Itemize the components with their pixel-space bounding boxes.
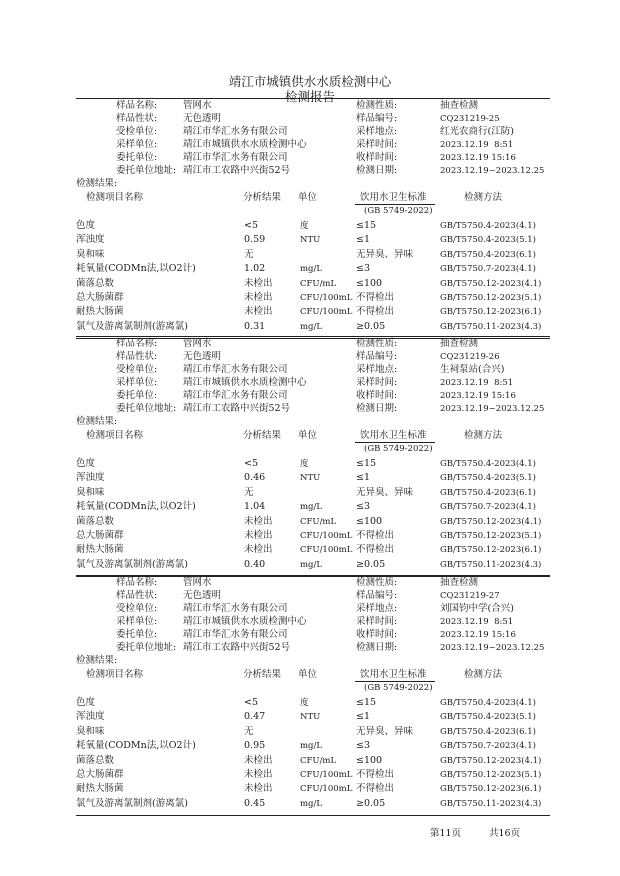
row-result: 0.31 <box>244 320 266 332</box>
row-item: 耗氧量(CODMn法,以O2计) <box>76 501 196 513</box>
row-method: GB/T5750.7-2023(4.1) <box>440 502 536 513</box>
header-item: 检测项目名称 <box>86 192 144 203</box>
header-standard: 饮用水卫生标准 <box>360 430 427 441</box>
standard-underline <box>355 681 435 682</box>
header-result: 分析结果 <box>243 430 282 441</box>
page-total: 共16页 <box>489 828 521 839</box>
row-unit: mg/L <box>300 741 323 752</box>
label-entrusted-unit: 受检单位: <box>116 364 158 375</box>
label-sample-no: 样品编号: <box>356 351 398 362</box>
row-unit: 度 <box>300 459 309 469</box>
report-block <box>0 98 620 348</box>
top-rule <box>76 98 550 99</box>
header-method: 检测方法 <box>464 430 503 441</box>
row-method: GB/T5750.4-2023(6.1) <box>440 726 536 737</box>
row-result: 0.40 <box>244 558 266 570</box>
row-method: GB/T5750.12-2023(5.1) <box>440 293 542 303</box>
header-standard-gb: (GB 5749-2022) <box>364 444 433 454</box>
row-item: 耗氧量(CODMn法,以O2计) <box>76 263 196 275</box>
label-entrusted-unit: 受检单位: <box>116 603 158 614</box>
row-method: GB/T5750.12-2023(5.1) <box>440 770 542 780</box>
label-sampling-site: 采样地点: <box>356 364 398 375</box>
label-test-nature: 检测性质: <box>356 577 398 588</box>
row-standard: ≤100 <box>356 277 383 289</box>
page-number: 第11页 <box>430 828 462 839</box>
row-unit: CFU/100mL <box>300 307 353 318</box>
row-unit: CFU/100mL <box>300 784 353 795</box>
standard-underline <box>355 442 435 443</box>
test-nature: 抽查检测 <box>440 338 479 349</box>
row-item: 色度 <box>76 220 96 231</box>
row-result: 未检出 <box>244 277 273 289</box>
row-item: 总大肠菌群 <box>76 530 124 541</box>
sample-no: CQ231219-26 <box>440 352 500 362</box>
row-method: GB/T5750.12-2023(4.1) <box>440 755 542 766</box>
label-sampling-unit: 采样单位: <box>116 377 158 388</box>
header-standard: 饮用水卫生标准 <box>360 192 427 203</box>
header-result: 分析结果 <box>243 669 282 680</box>
label-entrusted-unit: 受检单位: <box>116 126 158 137</box>
row-standard: 无异臭、异味 <box>356 486 414 498</box>
row-item: 菌落总数 <box>76 754 115 766</box>
client-address: 靖江市工农路中兴街52号 <box>183 165 291 176</box>
row-item: 氯气及游离氯制剂(游离氯) <box>76 320 188 332</box>
row-result: 未检出 <box>244 754 273 766</box>
row-standard: ≤3 <box>356 501 371 513</box>
sampling-site: 红光农商行(江防) <box>440 126 514 137</box>
top-rule <box>76 336 550 337</box>
row-unit: NTU <box>300 473 321 484</box>
entrusted-unit: 靖江市华汇水务有限公司 <box>183 126 288 137</box>
label-sample-no: 样品编号: <box>356 590 398 601</box>
sample-character: 无色透明 <box>183 113 222 124</box>
row-unit: 度 <box>300 221 309 231</box>
row-method: GB/T5750.11-2023(4.3) <box>440 321 542 332</box>
row-standard: 不得检出 <box>356 530 395 541</box>
receive-time: 2023.12.19 15:16 <box>440 630 516 640</box>
label-sampling-site: 采样地点: <box>356 126 398 137</box>
row-item: 耐热大肠菌 <box>76 306 124 318</box>
row-unit: mg/L <box>300 559 323 570</box>
row-unit: CFU/100mL <box>300 770 353 780</box>
row-result: <5 <box>244 458 259 469</box>
sampling-site: 刘国钧中学(合兴) <box>440 603 514 614</box>
test-nature: 抽查检测 <box>440 577 479 588</box>
row-unit: CFU/100mL <box>300 531 353 541</box>
label-sampling-unit: 采样单位: <box>116 616 158 627</box>
header-method: 检测方法 <box>464 669 503 680</box>
row-standard: ≥0.05 <box>356 320 386 332</box>
top-rule <box>76 575 550 576</box>
row-item: 总大肠菌群 <box>76 769 124 780</box>
report-subtitle: 检测报告 <box>284 89 335 104</box>
sampling-unit: 靖江市城镇供水水质检测中心 <box>183 616 307 627</box>
header-standard-gb: (GB 5749-2022) <box>364 206 433 216</box>
row-result: 未检出 <box>244 530 273 541</box>
row-standard: 不得检出 <box>356 783 395 795</box>
row-item: 浑浊度 <box>76 472 105 484</box>
row-method: GB/T5750.11-2023(4.3) <box>440 559 542 570</box>
label-test-nature: 检测性质: <box>356 338 398 349</box>
row-method: GB/T5750.4-2023(4.1) <box>440 698 536 708</box>
row-method: GB/T5750.12-2023(6.1) <box>440 784 542 795</box>
label-client-address: 委托单位地址: <box>116 403 177 414</box>
sampling-site: 生祠泵站(合兴) <box>440 364 505 375</box>
row-unit: CFU/100mL <box>300 545 353 556</box>
row-result: 0.95 <box>244 740 266 752</box>
row-result: 未检出 <box>244 783 273 795</box>
row-method: GB/T5750.4-2023(5.1) <box>440 235 536 246</box>
label-sampling-time: 采样时间: <box>356 377 398 388</box>
row-standard: ≤3 <box>356 263 371 275</box>
results-heading: 检测结果: <box>76 178 118 189</box>
report-org-title: 靖江市城镇供水水质检测中心 <box>228 74 392 89</box>
label-sampling-time: 采样时间: <box>356 616 398 627</box>
row-item: 氯气及游离氯制剂(游离氯) <box>76 797 188 809</box>
test-date: 2023.12.19~2023.12.25 <box>440 166 545 176</box>
row-method: GB/T5750.4-2023(5.1) <box>440 473 536 484</box>
row-method: GB/T5750.11-2023(4.3) <box>440 798 542 809</box>
test-nature: 抽查检测 <box>440 100 479 111</box>
row-standard: 不得检出 <box>356 306 395 318</box>
row-item: 色度 <box>76 458 96 469</box>
sample-no: CQ231219-25 <box>440 114 500 124</box>
test-date: 2023.12.19~2023.12.25 <box>440 404 545 414</box>
row-item: 臭和味 <box>76 248 105 260</box>
row-result: 未检出 <box>244 544 273 556</box>
row-result: 未检出 <box>244 769 273 780</box>
header-standard-gb: (GB 5749-2022) <box>364 683 433 693</box>
row-standard: ≤3 <box>356 740 371 752</box>
client-unit: 靖江市华汇水务有限公司 <box>183 629 288 640</box>
label-test-date: 检测日期: <box>356 403 398 414</box>
row-method: GB/T5750.4-2023(6.1) <box>440 487 536 498</box>
client-address: 靖江市工农路中兴街52号 <box>183 642 291 653</box>
row-standard: ≤1 <box>356 472 371 484</box>
row-result: <5 <box>244 697 259 708</box>
row-method: GB/T5750.12-2023(6.1) <box>440 307 542 318</box>
sample-no: CQ231219-27 <box>440 591 500 601</box>
row-result: 0.46 <box>244 472 266 484</box>
row-result: 1.04 <box>244 501 266 513</box>
client-unit: 靖江市华汇水务有限公司 <box>183 390 288 401</box>
row-method: GB/T5750.4-2023(4.1) <box>440 459 536 469</box>
row-item: 氯气及游离氯制剂(游离氯) <box>76 558 188 570</box>
sample-name: 管网水 <box>183 577 212 588</box>
client-unit: 靖江市华汇水务有限公司 <box>183 152 288 163</box>
row-method: GB/T5750.7-2023(4.1) <box>440 264 536 275</box>
label-sampling-time: 采样时间: <box>356 139 398 150</box>
row-result: 0.59 <box>244 234 266 246</box>
row-item: 耗氧量(CODMn法,以O2计) <box>76 740 196 752</box>
label-client-address: 委托单位地址: <box>116 165 177 176</box>
label-test-date: 检测日期: <box>356 165 398 176</box>
row-item: 浑浊度 <box>76 711 105 723</box>
row-standard: 不得检出 <box>356 544 395 556</box>
test-date: 2023.12.19~2023.12.25 <box>440 643 545 653</box>
row-method: GB/T5750.4-2023(6.1) <box>440 249 536 260</box>
sample-name: 管网水 <box>183 100 212 111</box>
label-client-unit: 委托单位: <box>116 152 158 163</box>
row-unit: mg/L <box>300 264 323 275</box>
row-result: 1.02 <box>244 263 266 275</box>
row-unit: mg/L <box>300 502 323 513</box>
row-unit: CFU/mL <box>300 516 337 527</box>
row-item: 色度 <box>76 697 96 708</box>
row-unit: 度 <box>300 698 309 708</box>
row-result: <5 <box>244 220 259 231</box>
row-item: 耐热大肠菌 <box>76 783 124 795</box>
header-item: 检测项目名称 <box>86 669 144 680</box>
header-unit: 单位 <box>298 669 318 680</box>
row-method: GB/T5750.12-2023(6.1) <box>440 545 542 556</box>
row-standard: ≥0.05 <box>356 558 386 570</box>
row-standard: 无异臭、异味 <box>356 248 414 260</box>
row-unit: mg/L <box>300 798 323 809</box>
row-item: 耐热大肠菌 <box>76 544 124 556</box>
sampling-unit: 靖江市城镇供水水质检测中心 <box>183 377 307 388</box>
label-client-unit: 委托单位: <box>116 390 158 401</box>
sample-character: 无色透明 <box>183 590 222 601</box>
label-sample-character: 样品性状: <box>116 113 158 124</box>
row-result: 无 <box>244 725 254 737</box>
row-item: 总大肠菌群 <box>76 292 124 303</box>
label-sample-no: 样品编号: <box>356 113 398 124</box>
label-sample-character: 样品性状: <box>116 351 158 362</box>
entrusted-unit: 靖江市华汇水务有限公司 <box>183 364 288 375</box>
header-item: 检测项目名称 <box>86 430 144 441</box>
row-method: GB/T5750.4-2023(5.1) <box>440 712 536 723</box>
row-standard: ≤100 <box>356 754 383 766</box>
row-standard: ≤15 <box>356 458 377 469</box>
row-standard: 不得检出 <box>356 292 395 303</box>
row-standard: 不得检出 <box>356 769 395 780</box>
label-sample-name: 样品名称: <box>116 577 158 588</box>
row-unit: NTU <box>300 712 321 723</box>
label-receive-time: 收样时间: <box>356 390 398 401</box>
row-result: 未检出 <box>244 515 273 527</box>
label-receive-time: 收样时间: <box>356 152 398 163</box>
sample-name: 管网水 <box>183 338 212 349</box>
label-sample-name: 样品名称: <box>116 100 158 111</box>
entrusted-unit: 靖江市华汇水务有限公司 <box>183 603 288 614</box>
header-result: 分析结果 <box>243 192 282 203</box>
results-heading: 检测结果: <box>76 416 118 427</box>
label-sample-character: 样品性状: <box>116 590 158 601</box>
row-unit: mg/L <box>300 321 323 332</box>
row-unit: CFU/100mL <box>300 293 353 303</box>
row-item: 浑浊度 <box>76 234 105 246</box>
row-item: 臭和味 <box>76 725 105 737</box>
row-item: 菌落总数 <box>76 277 115 289</box>
row-method: GB/T5750.7-2023(4.1) <box>440 741 536 752</box>
row-unit: CFU/mL <box>300 278 337 289</box>
label-sampling-site: 采样地点: <box>356 603 398 614</box>
row-result: 未检出 <box>244 292 273 303</box>
sample-character: 无色透明 <box>183 351 222 362</box>
row-item: 臭和味 <box>76 486 105 498</box>
sampling-time: 2023.12.19 8:51 <box>440 378 514 388</box>
row-standard: ≥0.05 <box>356 797 386 809</box>
bottom-rule <box>76 815 550 816</box>
report-block <box>0 575 620 825</box>
header-unit: 单位 <box>298 192 318 203</box>
row-item: 菌落总数 <box>76 515 115 527</box>
row-standard: ≤15 <box>356 220 377 231</box>
row-method: GB/T5750.4-2023(4.1) <box>440 221 536 231</box>
row-unit: NTU <box>300 235 321 246</box>
label-receive-time: 收样时间: <box>356 629 398 640</box>
label-client-unit: 委托单位: <box>116 629 158 640</box>
row-standard: ≤100 <box>356 515 383 527</box>
row-standard: ≤15 <box>356 697 377 708</box>
row-result: 未检出 <box>244 306 273 318</box>
sampling-time: 2023.12.19 8:51 <box>440 140 514 150</box>
row-standard: ≤1 <box>356 234 371 246</box>
header-unit: 单位 <box>298 430 318 441</box>
row-unit: CFU/mL <box>300 755 337 766</box>
header-method: 检测方法 <box>464 192 503 203</box>
standard-underline <box>355 204 435 205</box>
receive-time: 2023.12.19 15:16 <box>440 153 516 163</box>
results-heading: 检测结果: <box>76 655 118 666</box>
sampling-time: 2023.12.19 8:51 <box>440 617 514 627</box>
receive-time: 2023.12.19 15:16 <box>440 391 516 401</box>
label-test-nature: 检测性质: <box>356 100 398 111</box>
row-result: 无 <box>244 486 254 498</box>
label-sampling-unit: 采样单位: <box>116 139 158 150</box>
row-result: 0.45 <box>244 797 266 809</box>
row-standard: ≤1 <box>356 711 371 723</box>
report-block <box>0 336 620 586</box>
header-standard: 饮用水卫生标准 <box>360 669 427 680</box>
row-standard: 无异臭、异味 <box>356 725 414 737</box>
label-test-date: 检测日期: <box>356 642 398 653</box>
sampling-unit: 靖江市城镇供水水质检测中心 <box>183 139 307 150</box>
row-method: GB/T5750.12-2023(4.1) <box>440 278 542 289</box>
row-method: GB/T5750.12-2023(4.1) <box>440 516 542 527</box>
label-sample-name: 样品名称: <box>116 338 158 349</box>
row-method: GB/T5750.12-2023(5.1) <box>440 531 542 541</box>
row-result: 无 <box>244 248 254 260</box>
label-client-address: 委托单位地址: <box>116 642 177 653</box>
row-result: 0.47 <box>244 711 266 723</box>
client-address: 靖江市工农路中兴街52号 <box>183 403 291 414</box>
